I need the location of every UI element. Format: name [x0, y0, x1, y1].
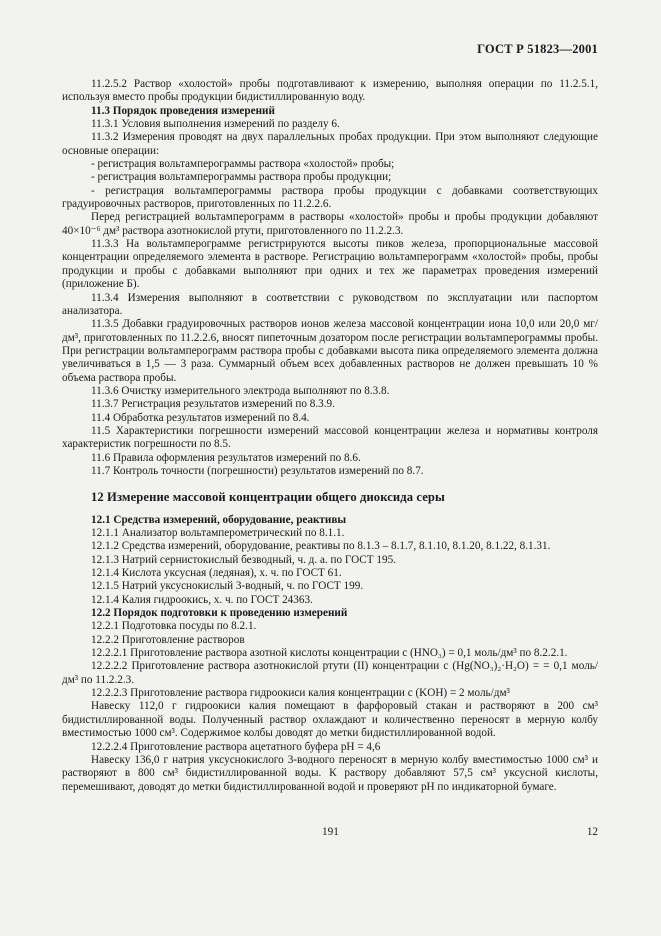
- paragraph: Навеску 112,0 г гидроокиси калия помещают в фарфоровый стакан и растворяют в 200 см³ бидистиллированной воды. Полученный раствор охлаждают и количественно переносят в мерную колбу вместимостью 1000 см³. Содержимое колбы доводят до метки бидистиллированной водой.: [62, 700, 598, 740]
- paragraph: 11.3.3 На вольтамперограмме регистрируются высоты пиков железа, пропорциональные массовой концентрации определяемого элемента в растворе. Регистрацию вольтамперограмм «холостой» пробы, пробы продукции и пробы с добавками выполняют при одних и тех же параметрах проведения измерений (приложение Б).: [62, 238, 598, 291]
- paragraph: - регистрация вольтамперограммы раствора пробы продукции с добавками соответствующих градуировочных растворов, приготовленных по 11.2.2.6.: [62, 184, 598, 211]
- paragraph: 11.4 Обработка результатов измерений по 8.4.: [91, 411, 310, 424]
- paragraph: 12.2.2.2 Приготовление раствора азотнокислой ртути (II) концентрации c (Hg(NO₃)₂·H₂O) = = 0,1 моль/дм³ по 11.2.2.3.: [62, 660, 598, 686]
- paragraph: 12.1.3 Натрий сернистокислый безводный, ч. д. а. по ГОСТ 195.: [91, 553, 396, 566]
- paragraph: 12.1.2 Средства измерений, оборудование, реактивы по 8.1.3 – 8.1.7, 8.1.10, 8.1.20, 8.1.22, 8.1.31.: [91, 540, 551, 553]
- paragraph: 11.2.5.2 Раствор «холостой» пробы подготавливают к измерению, выполняя операции по 11.2.5.1, используя вместо пробы продукции бидистиллированную воду.: [62, 78, 598, 104]
- paragraph: 12.2.2.3 Приготовление раствора гидроокиси калия концентрации c (KOH) = 2 моль/дм³: [91, 687, 510, 700]
- paragraph: 12.1.4 Кислота уксусная (ледяная), х. ч. по ГОСТ 61.: [91, 567, 342, 580]
- paragraph: 12.2.2.1 Приготовление раствора азотной кислоты концентрации c (HNO₃) = 0,1 моль/дм³ по 8.2.2.1.: [91, 647, 568, 660]
- subsection-heading: 12.2 Порядок подготовки к проведению измерений: [91, 607, 348, 620]
- sheet-number: 12: [586, 826, 598, 838]
- paragraph: 11.3.5 Добавки градуировочных растворов ионов железа массовой концентрации иона 10,0 или 20,0 мг/дм³, приготовленных по 11.2.2.6, вносят пипеточным дозатором после регистрации вольтамперограммы пробы. При регистрации вольтамперограмм раствора пробы с добавками высота пика определяемого элемента должна увеличиваться в 1,5 — 3 раза. Суммарный объем всех добавленных растворов не должен превышать 10 % объема раствора пробы.: [62, 318, 598, 384]
- paragraph: - регистрация вольтамперограммы раствора «холостой» пробы;: [91, 158, 395, 171]
- paragraph: 11.3.4 Измерения выполняют в соответствии с руководством по эксплуатации или паспортом анализатора.: [62, 291, 598, 317]
- paragraph: 11.3.7 Регистрация результатов измерений по 8.3.9.: [91, 398, 335, 411]
- paragraph: 11.3.6 Очистку измерительного электрода выполняют по 8.3.8.: [91, 384, 390, 397]
- paragraph: 12.2.1 Подготовка посуды по 8.2.1.: [91, 620, 257, 633]
- paragraph: 11.3.2 Измерения проводят на двух параллельных пробах продукции. При этом выполняют следующие основные операции:: [62, 131, 598, 157]
- page-number: 191: [322, 826, 339, 838]
- paragraph: 11.5 Характеристики погрешности измерений массовой концентрации железа и нормативы контроля характеристик погрешности по 8.5.: [62, 424, 598, 451]
- paragraph: 12.2.2.4 Приготовление раствора ацетатного буфера pH = 4,6: [91, 740, 381, 753]
- section-title: 12 Измерение массовой концентрации общего диоксида серы: [91, 490, 445, 505]
- paragraph: 12.2.2 Приготовление растворов: [91, 633, 245, 646]
- paragraph: 11.6 Правила оформления результатов измерений по 8.6.: [91, 451, 361, 464]
- document-id: ГОСТ Р 51823—2001: [477, 42, 598, 56]
- paragraph: 12.1.4 Калия гидроокись, х. ч. по ГОСТ 24363.: [91, 593, 313, 606]
- paragraph: - регистрация вольтамперограммы раствора пробы продукции;: [91, 171, 392, 184]
- paragraph: Навеску 136,0 г натрия уксуснокислого 3-водного переносят в мерную колбу вместимостью 1000 см³ и растворяют в 800 см³ бидистиллированной воды. К раствору добавляют 57,5 см³ уксусной кислоты, перемешивают, доводят до метки бидистиллированной водой и проверяют pH по индикаторной бумаге.: [62, 753, 598, 793]
- paragraph: 12.1.1 Анализатор вольтамперометрический по 8.1.1.: [91, 527, 345, 539]
- paragraph: 12.1.5 Натрий уксуснокислый 3-водный, ч. по ГОСТ 199.: [91, 580, 364, 593]
- paragraph: Перед регистрацией вольтамперограмм в растворы «холостой» пробы и пробы продукции добавляют 40×10⁻⁶ дм³ раствора азотнокислой ртути, приготовленного по 11.2.2.3.: [62, 211, 598, 237]
- subsection-heading: 11.3 Порядок проведения измерений: [91, 104, 275, 117]
- paragraph: 11.3.1 Условия выполнения измерений по разделу 6.: [91, 118, 340, 131]
- document-body: [62, 78, 598, 794]
- subsection-heading: 12.1 Средства измерений, оборудование, реактивы: [91, 513, 347, 526]
- paragraph: 11.7 Контроль точности (погрешности) результатов измерений по 8.7.: [91, 464, 424, 477]
